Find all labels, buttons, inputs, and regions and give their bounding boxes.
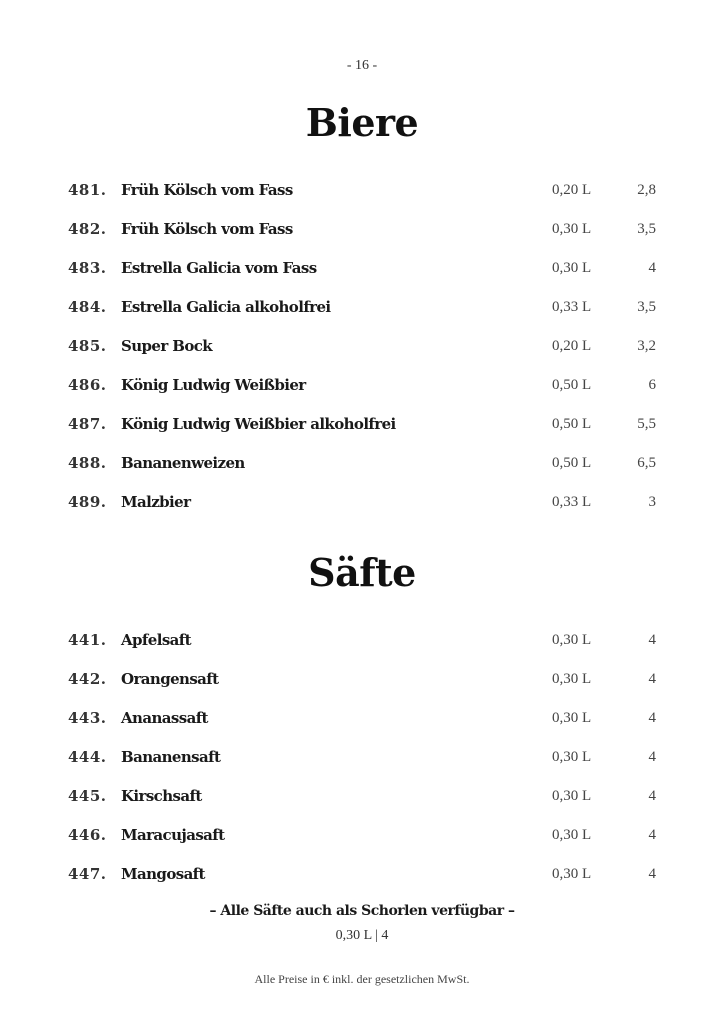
item-name: Bananenweizen: [121, 454, 245, 472]
item-number: 447.: [68, 865, 107, 883]
menu-row: [0, 375, 724, 414]
item-name: Orangensaft: [121, 670, 219, 688]
section-title-biere: Biere: [305, 100, 419, 145]
item-name: Malzbier: [121, 493, 191, 511]
item-volume: 0,30 L: [552, 788, 592, 804]
item-volume: 0,50 L: [552, 455, 592, 471]
item-name: Super Bock: [121, 337, 213, 355]
item-name: Kirschsaft: [121, 787, 202, 805]
item-price: 3: [648, 494, 656, 510]
item-price: 6: [648, 377, 656, 393]
item-price: 3,5: [637, 221, 656, 237]
item-volume: 0,50 L: [552, 416, 592, 432]
item-number: 441.: [68, 631, 107, 649]
item-name: Maracujasaft: [121, 826, 225, 844]
item-number: 445.: [68, 787, 107, 805]
item-number: 489.: [68, 493, 107, 511]
menu-row: [0, 669, 724, 708]
item-volume: 0,30 L: [552, 749, 592, 765]
item-price: 3,2: [637, 338, 656, 354]
menu-row: [0, 747, 724, 786]
item-number: 487.: [68, 415, 107, 433]
item-name: Mangosaft: [121, 865, 205, 883]
item-name: Estrella Galicia vom Fass: [121, 259, 317, 277]
item-number: 442.: [68, 670, 107, 688]
item-name: Ananassaft: [121, 709, 208, 727]
item-name: König Ludwig Weißbier alkoholfrei: [121, 415, 396, 433]
schorlen-note: – Alle Säfte auch als Schorlen verfügbar –: [209, 903, 515, 919]
item-volume: 0,20 L: [552, 182, 592, 198]
menu-row: [0, 258, 724, 297]
item-volume: 0,33 L: [552, 494, 592, 510]
item-price: 4: [648, 749, 656, 765]
menu-row: [0, 708, 724, 747]
item-price: 2,8: [637, 182, 656, 198]
item-volume: 0,30 L: [552, 671, 592, 687]
item-volume: 0,30 L: [552, 827, 592, 843]
item-number: 488.: [68, 454, 107, 472]
schorlen-price: 0,30 L | 4: [335, 928, 389, 943]
menu-row: [0, 297, 724, 336]
item-price: 3,5: [637, 299, 656, 315]
item-volume: 0,20 L: [552, 338, 592, 354]
page-number: - 16 -: [346, 58, 378, 73]
item-volume: 0,30 L: [552, 710, 592, 726]
item-name: Früh Kölsch vom Fass: [121, 220, 293, 238]
item-volume: 0,30 L: [552, 632, 592, 648]
menu-list-saefte: [0, 630, 724, 903]
item-name: König Ludwig Weißbier: [121, 376, 306, 394]
item-name: Apfelsaft: [121, 631, 191, 649]
menu-row: [0, 630, 724, 669]
item-volume: 0,50 L: [552, 377, 592, 393]
menu-row: [0, 492, 724, 531]
menu-row: [0, 453, 724, 492]
item-number: 444.: [68, 748, 107, 766]
item-price: 4: [648, 827, 656, 843]
menu-row: [0, 786, 724, 825]
item-number: 483.: [68, 259, 107, 277]
item-price: 4: [648, 632, 656, 648]
item-price: 4: [648, 671, 656, 687]
menu-row: [0, 336, 724, 375]
item-name: Früh Kölsch vom Fass: [121, 181, 293, 199]
item-name: Bananensaft: [121, 748, 221, 766]
item-number: 446.: [68, 826, 107, 844]
menu-row: [0, 180, 724, 219]
item-number: 443.: [68, 709, 107, 727]
menu-row: [0, 414, 724, 453]
item-number: 481.: [68, 181, 107, 199]
section-title-saefte: Säfte: [308, 550, 416, 595]
item-volume: 0,33 L: [552, 299, 592, 315]
item-volume: 0,30 L: [552, 260, 592, 276]
item-price: 4: [648, 260, 656, 276]
item-volume: 0,30 L: [552, 866, 592, 882]
menu-list-biere: [0, 180, 724, 531]
item-name: Estrella Galicia alkoholfrei: [121, 298, 331, 316]
item-number: 482.: [68, 220, 107, 238]
item-price: 4: [648, 788, 656, 804]
menu-row: [0, 219, 724, 258]
menu-row: [0, 864, 724, 903]
item-price: 6,5: [637, 455, 656, 471]
item-number: 484.: [68, 298, 107, 316]
item-number: 486.: [68, 376, 107, 394]
item-number: 485.: [68, 337, 107, 355]
item-price: 4: [648, 710, 656, 726]
item-volume: 0,30 L: [552, 221, 592, 237]
item-price: 5,5: [637, 416, 656, 432]
price-footer: Alle Preise in € inkl. der gesetzlichen MwSt.: [254, 972, 470, 986]
menu-row: [0, 825, 724, 864]
item-price: 4: [648, 866, 656, 882]
